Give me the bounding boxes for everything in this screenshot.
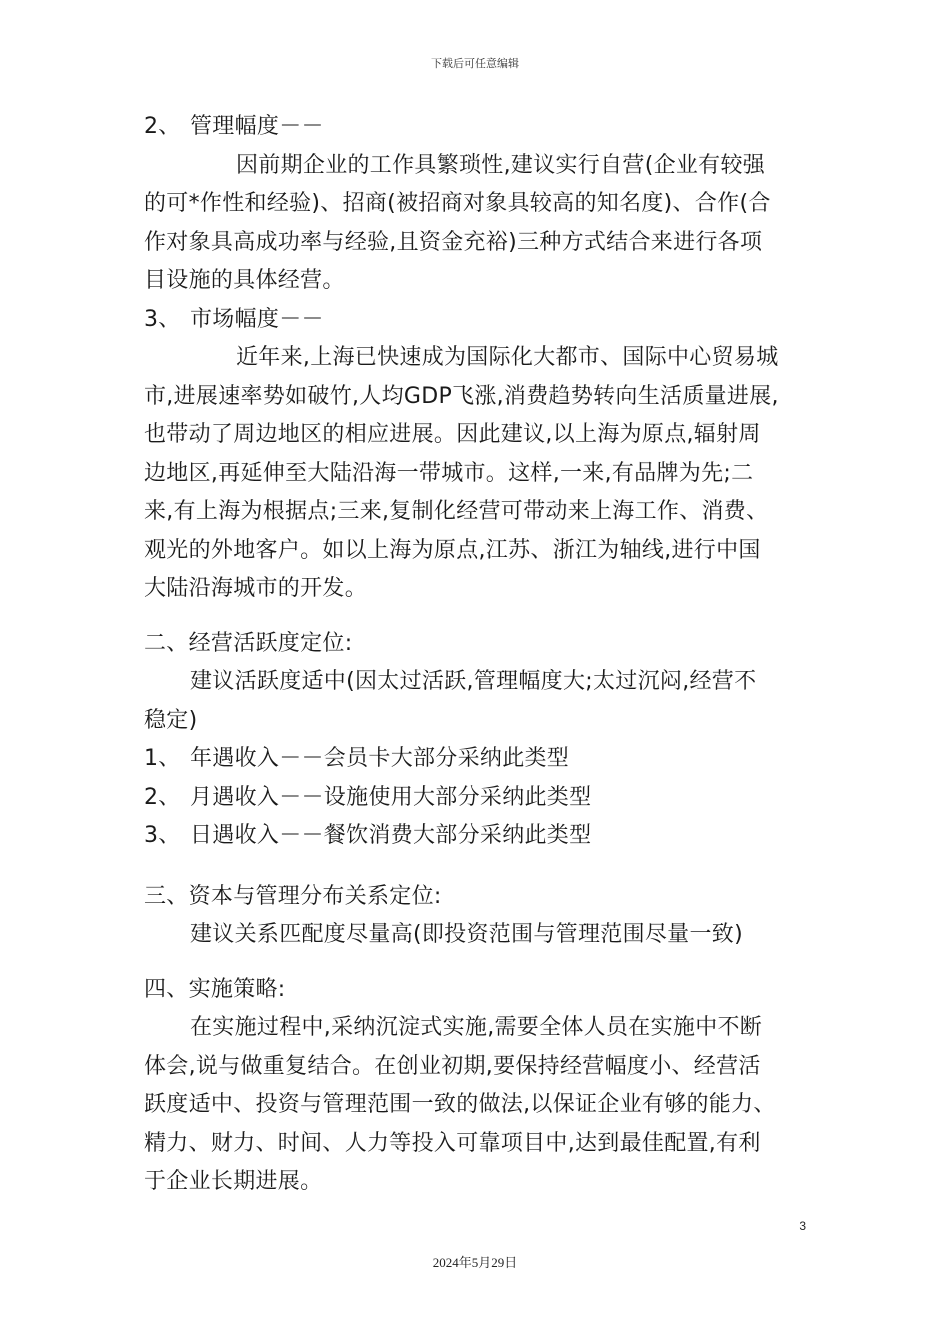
section-heading-market (144, 301, 816, 340)
paragraph-line: 作对象具高成功率与经验,且资金充裕)三种方式结合来进行各项 (144, 229, 763, 255)
paragraph-line: 也带动了周边地区的相应进展。因此建议,以上海为原点,辐射周 (144, 422, 761, 447)
list-item (144, 779, 816, 818)
paragraph-line: 目设施的具体经营。 (144, 268, 345, 293)
section-heading-capital: 三、资本与管理分布关系定位: (144, 883, 442, 909)
page-number: 3 (799, 1219, 806, 1233)
paragraph-line: 因前期企业的工作具繁琐性,建议实行自营(企业有较强 (236, 152, 766, 178)
paragraph-line: 近年来,上海已快速成为国际化大都市、国际中心贸易城 (236, 345, 779, 370)
section-heading-activity: 二、经营活跃度定位: (144, 630, 353, 656)
paragraph-line: 在实施过程中,采纳沉淀式实施,需要全体人员在实施中不断 (190, 1015, 763, 1040)
list-number: 2、 (144, 784, 181, 810)
paragraph-line: 市,进展速率势如破竹,人均GDP飞涨,消费趋势转向生活质量进展, (144, 383, 779, 409)
paragraph-line: 稳定) (144, 707, 198, 733)
paragraph-line: 于企业长期进展。 (144, 1169, 323, 1194)
list-text: 日遇收入－－餐饮消费大部分采纳此类型 (190, 823, 592, 848)
list-text: 年遇收入－－会员卡大部分采纳此类型 (190, 746, 570, 771)
paragraph-line: 来,有上海为根据点;三来,复制化经营可带动来上海工作、消费、 (144, 499, 769, 524)
section-heading-strategy: 四、实施策略: (144, 976, 286, 1002)
list-item (144, 740, 816, 779)
paragraph-line: 建议关系匹配度尽量高(即投资范围与管理范围尽量一致) (190, 922, 743, 947)
paragraph-line: 的可*作性和经验)、招商(被招商对象具较高的知名度)、合作(合 (144, 191, 771, 216)
section-heading-mgmt (144, 108, 816, 147)
section-number: 3、 (144, 306, 181, 332)
paragraph-line: 体会,说与做重复结合。在创业初期,要保持经营幅度小、经营活 (144, 1053, 761, 1079)
list-number: 3、 (144, 823, 181, 848)
paragraph-line: 跃度适中、投资与管理范围一致的做法,以保证企业有够的能力、 (144, 1092, 776, 1117)
list-item (144, 817, 816, 856)
paragraph-line: 精力、财力、时间、人力等投入可靠项目中,达到最佳配置,有利 (144, 1130, 761, 1156)
paragraph-line: 大陆沿海城市的开发。 (144, 576, 368, 601)
paragraph-line: 建议活跃度适中(因太过活跃,管理幅度大;太过沉闷,经营不 (190, 669, 757, 694)
document-body (144, 108, 816, 1202)
paragraph-line: 观光的外地客户。如以上海为原点,江苏、浙江为轴线,进行中国 (144, 537, 761, 563)
list-text: 月遇收入－－设施使用大部分采纳此类型 (190, 784, 592, 810)
section-title: 管理幅度－－ (190, 114, 324, 139)
header-note: 下载后可任意编辑 (431, 57, 519, 70)
footer-date: 2024年5月29日 (432, 1255, 518, 1270)
section-number: 2、 (144, 114, 181, 139)
list-number: 1、 (144, 746, 181, 771)
paragraph-line: 边地区,再延伸至大陆沿海一带城市。这样,一来,有品牌为先;二 (144, 460, 754, 486)
section-title: 市场幅度－－ (190, 306, 324, 332)
